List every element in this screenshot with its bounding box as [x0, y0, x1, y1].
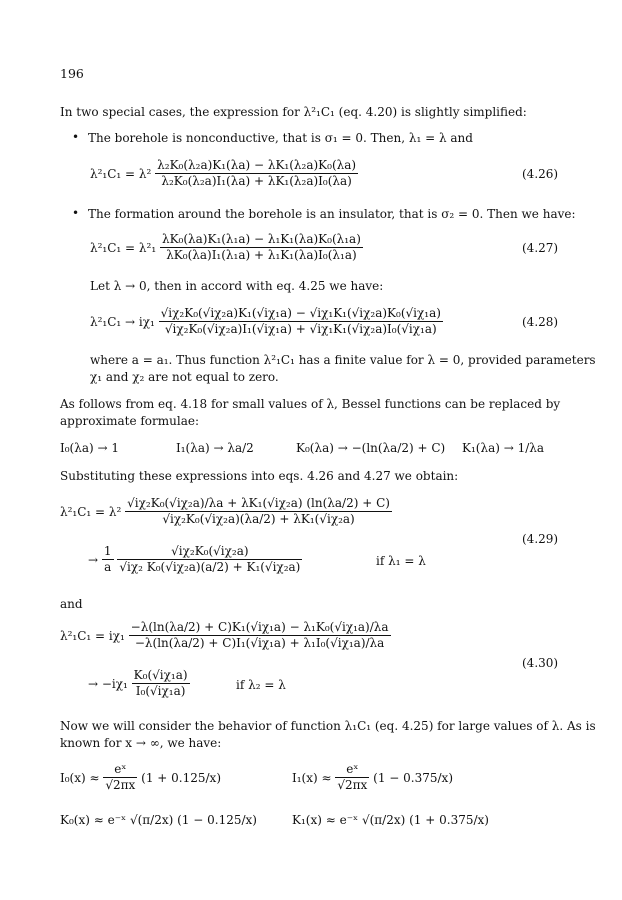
eq429-numerator2: √iχ₂K₀(√iχ₂a): [117, 544, 302, 560]
eq428-numerator: √iχ₂K₀(√iχ₂a)K₁(√iχ₁a) − √iχ₁K₁(√iχ₂a)K₀(√iχ₁a): [160, 306, 441, 320]
now-paragraph-line1: Now we will consider the behavior of function λ₁C₁ (eq. 4.25) for large values of λ. As is: [60, 719, 596, 733]
equation-4-30-line2: [88, 668, 190, 699]
asym-i0-num: eˣ: [103, 762, 137, 778]
asym-i1: [292, 762, 453, 793]
bullet-icon: •: [72, 206, 80, 220]
eq429-fraction2: [117, 544, 302, 575]
where-paragraph-line1: where a = a₁. Thus function λ²₁C₁ has a finite value for λ = 0, provided parameters: [90, 353, 596, 367]
let-lambda-paragraph: Let λ → 0, then in accord with eq. 4.25 we have:: [90, 279, 384, 293]
asym-i1-den: √2πx: [337, 778, 368, 792]
eq428-label: (4.28): [522, 315, 559, 329]
asym-k1-lhs: K₁(x) ≈ e⁻ˣ: [292, 812, 359, 827]
asym-i0: [60, 762, 221, 793]
eq427-denominator: λK₀(λa)I₁(λ₁a) + λ₁K₁(λa)I₀(λ₁a): [166, 248, 357, 262]
asym-i0-fraction: [103, 762, 137, 793]
eq428-fraction: [159, 306, 443, 337]
eq430-denominator1: −λ(ln(λa/2) + C)I₁(√iχ₁a) + λ₁I₀(√iχ₁a)/λa: [134, 636, 385, 650]
eq429-label: (4.29): [522, 532, 559, 546]
eq429-denominator2: √iχ₂ K₀(√iχ₂a)(a/2) + K₁(√iχ₂a): [119, 560, 301, 574]
eq429-arrow: →: [88, 552, 99, 567]
bullet-icon: •: [72, 130, 80, 144]
eq430-condition: if λ₂ = λ: [236, 678, 286, 692]
eq429-numerator1: √iχ₂K₀(√iχ₂a)/λa + λK₁(√iχ₂a) (ln(λa/2) + C): [127, 496, 390, 510]
eq427-numerator: λK₀(λa)K₁(λ₁a) − λ₁K₁(λa)K₀(λ₁a): [161, 232, 361, 246]
approx-i1: I₁(λa) → λa/2: [176, 441, 254, 455]
eq426-numerator: λ₂K₀(λ₂a)K₁(λa) − λK₁(λ₂a)K₀(λa): [157, 158, 357, 172]
eq426-lhs: λ²₁C₁ = λ²: [90, 166, 152, 181]
eq429-fraction1: [125, 496, 392, 527]
asym-i1-paren: (1 − 0.375/x): [373, 770, 454, 785]
asym-i0-den: √2πx: [105, 778, 136, 792]
asym-k0: [60, 812, 257, 827]
and-text: and: [60, 597, 83, 611]
eq430-fraction1: [129, 620, 391, 651]
asym-i1-fraction: [335, 762, 369, 793]
equation-4-28: [90, 306, 443, 337]
follows-paragraph-line2: approximate formulae:: [60, 414, 200, 428]
eq430-fraction2: [132, 668, 190, 699]
eq429-prefactor: [102, 544, 114, 575]
eq427-fraction: [160, 232, 363, 263]
asym-k0-lhs: K₀(x) ≈ e⁻ˣ: [60, 812, 127, 827]
eq430-lhs: λ²₁C₁ = iχ₁: [60, 628, 125, 643]
now-paragraph-line2: known for x → ∞, we have:: [60, 736, 222, 750]
equation-4-29-line2: [88, 544, 302, 575]
approx-k1: K₁(λa) → 1/λa: [462, 441, 545, 455]
equation-4-29-line1: [60, 496, 392, 527]
eq430-label: (4.30): [522, 656, 559, 670]
asym-i0-lhs: I₀(x) ≈: [60, 770, 100, 785]
bullet-nonconductive: The borehole is nonconductive, that is σ₁ = 0. Then, λ₁ = λ and: [88, 131, 473, 145]
substituting-paragraph: Substituting these expressions into eqs. 4.26 and 4.27 we obtain:: [60, 469, 459, 483]
eq429-lhs: λ²₁C₁ = λ²: [60, 504, 122, 519]
eq429-condition: if λ₁ = λ: [376, 554, 426, 568]
equation-4-27: [90, 232, 363, 263]
asym-k1: [292, 812, 489, 827]
eq428-lhs: λ²₁C₁ → iχ₁: [90, 314, 155, 329]
eq426-label: (4.26): [522, 167, 559, 181]
approx-k0: K₀(λa) → −(ln(λa/2) + C): [296, 441, 446, 455]
asym-k1-paren: (1 + 0.375/x): [409, 812, 489, 827]
intro-paragraph: In two special cases, the expression for λ²₁C₁ (eq. 4.20) is slightly simplified:: [60, 105, 527, 119]
asym-i1-lhs: I₁(x) ≈: [292, 770, 332, 785]
asym-i1-num: eˣ: [335, 762, 369, 778]
equation-4-26: [90, 158, 358, 189]
eq429-prefactor-den: a: [104, 560, 112, 574]
bullet-insulator: The formation around the borehole is an insulator, that is σ₂ = 0. Then we have:: [88, 207, 576, 221]
eq428-denominator: √iχ₂K₀(√iχ₂a)I₁(√iχ₁a) + √iχ₁K₁(√iχ₂a)I₀(√iχ₁a): [164, 322, 437, 336]
asym-k0-paren: (1 − 0.125/x): [177, 812, 257, 827]
eq427-lhs: λ²₁C₁ = λ²₁: [90, 240, 157, 255]
eq427-label: (4.27): [522, 241, 559, 255]
eq430-numerator1: −λ(ln(λa/2) + C)K₁(√iχ₁a) − λ₁K₀(√iχ₁a)/λa: [130, 620, 389, 634]
where-paragraph-line2: χ₁ and χ₂ are not equal to zero.: [90, 370, 279, 384]
eq430-numerator2: K₀(√iχ₁a): [133, 668, 188, 682]
asym-k0-root: √(π/2x): [129, 812, 174, 827]
follows-paragraph-line1: As follows from eq. 4.18 for small values of λ, Bessel functions can be replaced by: [60, 397, 561, 411]
equation-4-30-line1: [60, 620, 391, 651]
eq426-fraction: [155, 158, 358, 189]
asym-i0-paren: (1 + 0.125/x): [141, 770, 222, 785]
eq430-denominator2: I₀(√iχ₁a): [135, 684, 186, 698]
eq430-lhs2: → −iχ₁: [88, 676, 128, 691]
asym-k1-root: √(π/2x): [361, 812, 406, 827]
page-number: 196: [60, 66, 84, 81]
eq429-prefactor-num: 1: [103, 544, 112, 558]
approx-i0: I₀(λa) → 1: [60, 441, 119, 455]
eq426-denominator: λ₂K₀(λ₂a)I₁(λa) + λK₁(λ₂a)I₀(λa): [161, 174, 352, 188]
eq429-denominator1: √iχ₂K₀(√iχ₂a)(λa/2) + λK₁(√iχ₂a): [162, 512, 355, 526]
